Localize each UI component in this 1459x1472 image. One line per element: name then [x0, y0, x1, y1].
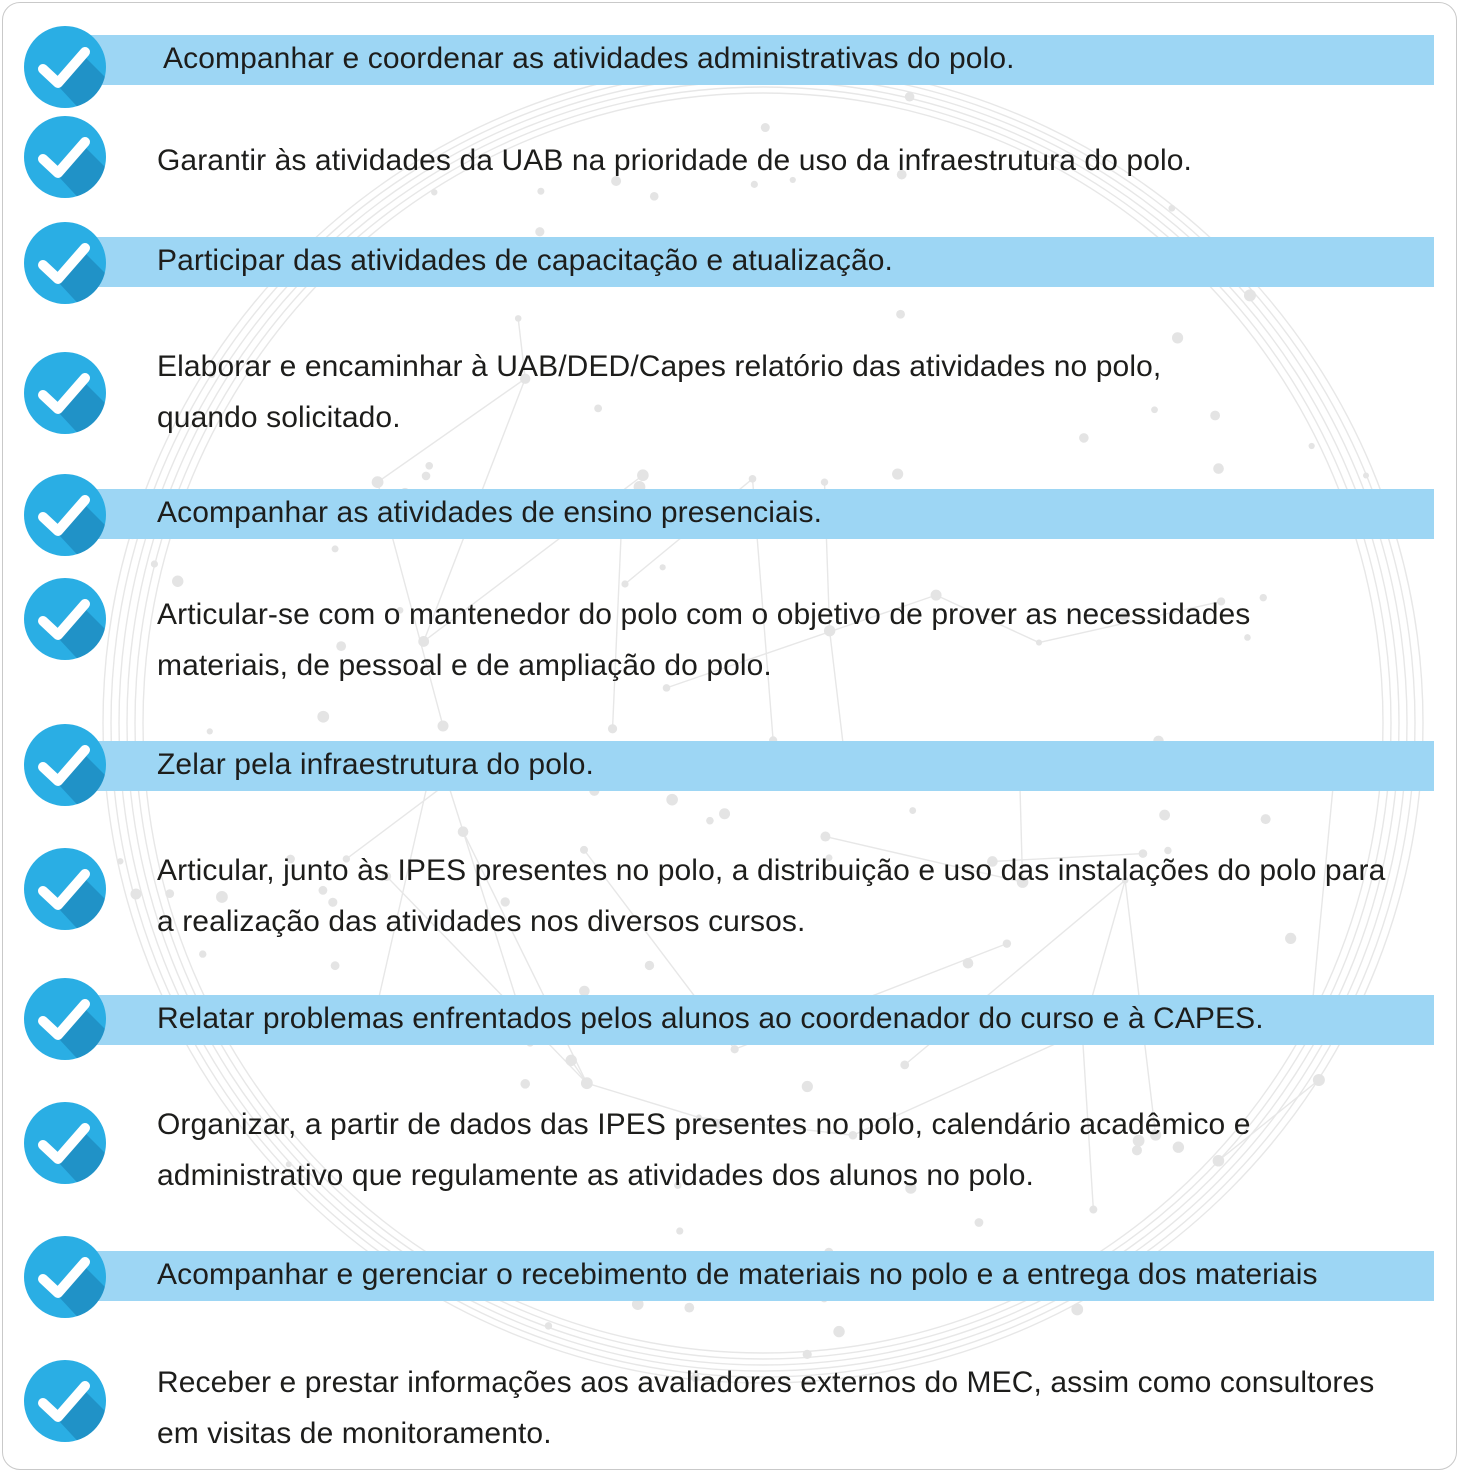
- check-circle-icon: [23, 723, 107, 807]
- check-circle-icon: [23, 577, 107, 661]
- item-text: Articular-se com o mantenedor do polo com o objetivo de prover as necessidades materiais, de pessoal e de ampliação do polo.: [157, 598, 1251, 682]
- item-text: Acompanhar e coordenar as atividades administrativas do polo.: [163, 42, 1015, 75]
- item-text: Articular, junto às IPES presentes no polo, a distribuição e uso das instalações do polo para a realização das atividades nos diversos cursos.: [157, 854, 1386, 938]
- item-text: Zelar pela infraestrutura do polo.: [157, 748, 594, 781]
- check-circle-icon: [23, 25, 107, 109]
- check-circle-icon: [23, 351, 107, 435]
- item-text: Organizar, a partir de dados das IPES presentes no polo, calendário acadêmico e administrativo que regulamente as atividades dos alunos no polo.: [157, 1108, 1251, 1192]
- item-text: Garantir às atividades da UAB na prioridade de uso da infraestrutura do polo.: [157, 144, 1192, 177]
- item-text: Acompanhar as atividades de ensino presenciais.: [157, 496, 823, 529]
- item-text: Acompanhar e gerenciar o recebimento de materiais no polo e a entrega dos materiais: [157, 1258, 1318, 1291]
- item-text: Participar das atividades de capacitação e atualização.: [157, 244, 893, 277]
- checklist-panel: [2, 2, 1457, 1470]
- item-text: Elaborar e encaminhar à UAB/DED/Capes relatório das atividades no polo, quando solicitado.: [157, 350, 1162, 434]
- item-text: Relatar problemas enfrentados pelos alunos ao coordenador do curso e à CAPES.: [157, 1002, 1264, 1035]
- item-text: Receber e prestar informações aos avaliadores externos do MEC, assim como consultores em visitas de monitoramento.: [157, 1366, 1375, 1450]
- check-circle-icon: [23, 977, 107, 1061]
- check-circle-icon: [23, 473, 107, 557]
- check-circle-icon: [23, 221, 107, 305]
- check-circle-icon: [23, 1101, 107, 1185]
- check-circle-icon: [23, 1235, 107, 1319]
- check-circle-icon: [23, 115, 107, 199]
- check-circle-icon: [23, 847, 107, 931]
- check-circle-icon: [23, 1359, 107, 1443]
